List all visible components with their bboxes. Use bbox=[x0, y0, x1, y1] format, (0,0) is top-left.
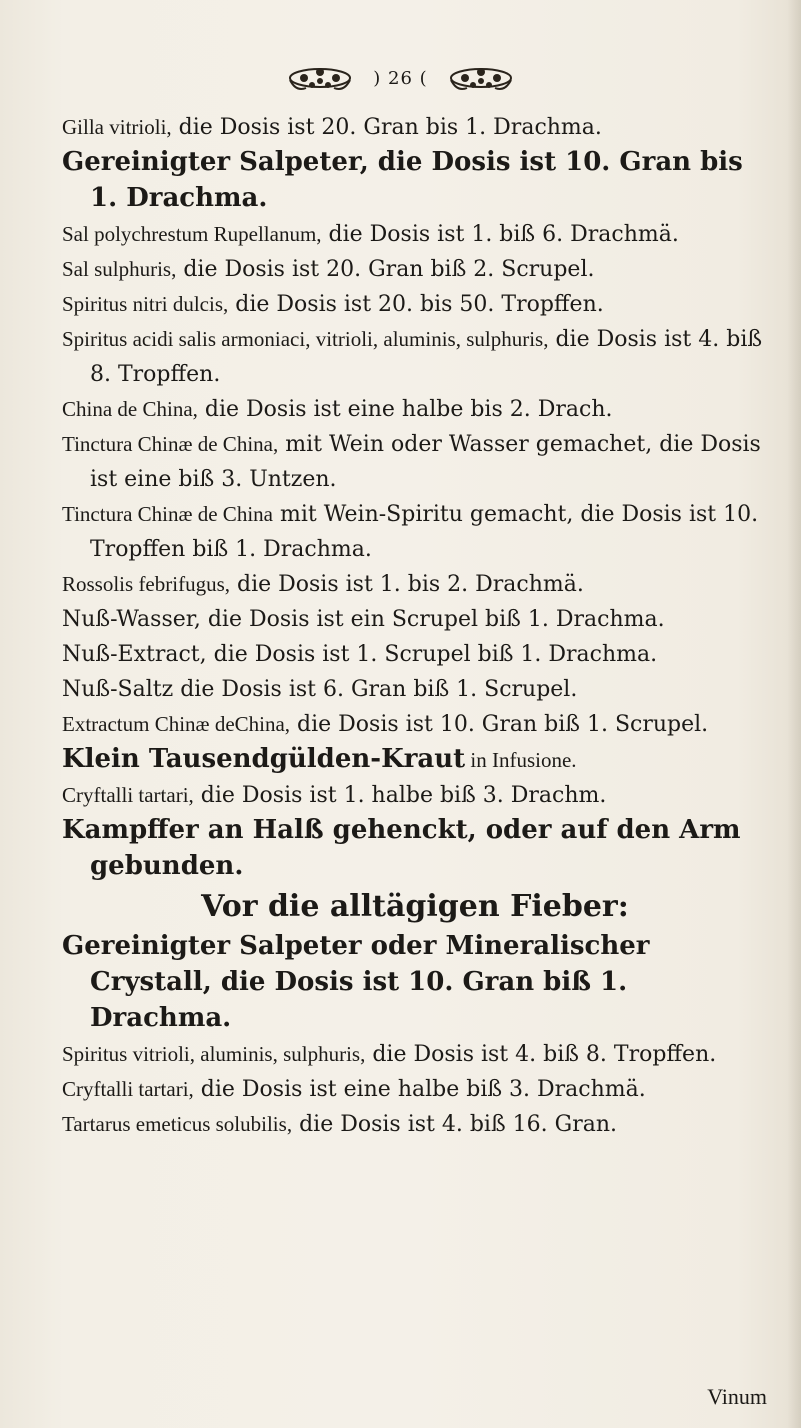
section-heading: Vor die alltägigen Fieber: bbox=[201, 889, 629, 924]
page-number: ) 26 ( bbox=[373, 67, 428, 89]
entry-gilla-vitrioli: Gilla vitrioli, die Dosis ist 20. Gran bis 1. Drachma. bbox=[62, 115, 602, 140]
entry-nuss-extract: Nuß-Extract, die Dosis ist 1. Scrupel biß 1. Drachma. bbox=[62, 642, 658, 667]
entry-tartarus-emeticus: Tartarus emeticus solubilis, die Dosis ist 4. biß 16. Gran. bbox=[62, 1112, 617, 1137]
entry-tinctura-wein-wasser: Tinctura Chinæ de China, mit Wein oder Wasser gemachet, die Dosis ist eine biß 3. Untzen. bbox=[62, 432, 761, 492]
entry-china-de-china: China de China, die Dosis ist eine halbe bis 2. Drach. bbox=[62, 397, 613, 422]
entry-spiritus-acidi: Spiritus acidi salis armoniaci, vitrioli, aluminis, sulphuris, die Dosis ist 4. biß 8. Tropffen. bbox=[62, 327, 763, 387]
page-edge-shadow bbox=[787, 0, 801, 1428]
entry-kampffer: Kampffer an Halß gehenckt, oder auf den Arm gebunden. bbox=[62, 815, 741, 881]
entry-extractum-chinae: Extractum Chinæ deChina, die Dosis ist 10. Gran biß 1. Scrupel. bbox=[62, 712, 709, 737]
entry-sal-sulphuris: Sal sulphuris, die Dosis ist 20. Gran biß 2. Scrupel. bbox=[62, 257, 595, 282]
entry-tinctura-wein-spiritu: Tinctura Chinæ de China mit Wein-Spiritu gemacht, die Dosis ist 10. Tropffen biß 1. Drachma. bbox=[62, 502, 759, 562]
entry-sal-polychrestum: Sal polychrestum Rupellanum, die Dosis ist 1. biß 6. Drachmä. bbox=[62, 222, 679, 247]
entry-nuss-wasser: Nuß-Wasser, die Dosis ist ein Scrupel biß 1. Drachma. bbox=[62, 607, 665, 632]
catchword: Vinum bbox=[707, 1384, 767, 1409]
entry-cryftalli-tartari: Cryftalli tartari, die Dosis ist 1. halbe biß 3. Drachm. bbox=[62, 783, 607, 808]
page-header bbox=[0, 58, 801, 108]
left-ornament-icon bbox=[284, 58, 356, 98]
entry-tausendgulden-kraut: Klein Tausendgülden-Kraut in Infusione. bbox=[62, 744, 577, 774]
page-body bbox=[62, 110, 768, 1142]
entry-gereinigter-salpeter-2: Gereinigter Salpeter oder Mineralischer Crystall, die Dosis ist 10. Gran biß 1. Drachma. bbox=[62, 931, 650, 1033]
entry-cryftalli-tartari-2: Cryftalli tartari, die Dosis ist eine halbe biß 3. Drachmä. bbox=[62, 1077, 646, 1102]
entry-spiritus-nitri: Spiritus nitri dulcis, die Dosis ist 20. bis 50. Tropffen. bbox=[62, 292, 604, 317]
right-ornament-icon bbox=[445, 58, 517, 98]
entry-rossolis: Rossolis febrifugus, die Dosis ist 1. bis 2. Drachmä. bbox=[62, 572, 584, 597]
entry-nuss-saltz: Nuß-Saltz die Dosis ist 6. Gran biß 1. Scrupel. bbox=[62, 677, 578, 702]
entry-spiritus-vitrioli: Spiritus vitrioli, aluminis, sulphuris, die Dosis ist 4. biß 8. Tropffen. bbox=[62, 1042, 717, 1067]
entry-gereinigter-salpeter: Gereinigter Salpeter, die Dosis ist 10. Gran bis 1. Drachma. bbox=[62, 147, 743, 213]
